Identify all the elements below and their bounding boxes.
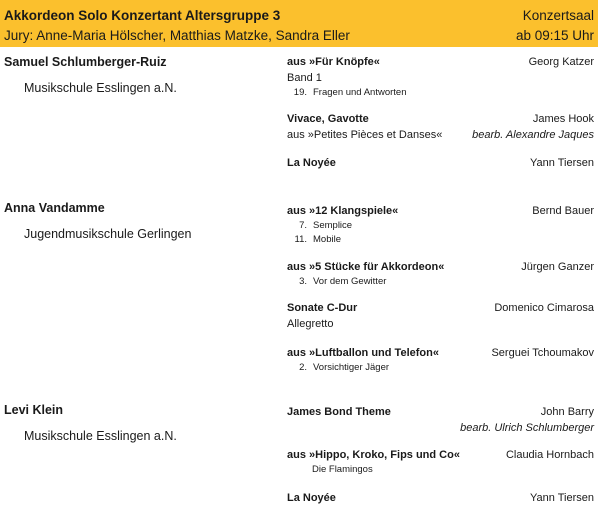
category-title: Akkordeon Solo Konzertant Altersgruppe 3 bbox=[4, 8, 281, 23]
performer-school: Jugendmusikschule Gerlingen bbox=[24, 227, 192, 241]
piece-composer: Yann Tiersen bbox=[529, 157, 594, 169]
program-header bbox=[0, 0, 598, 47]
performer-name: Samuel Schlumberger-Ruiz bbox=[4, 55, 167, 69]
piece-composer: Domenico Cimarosa bbox=[494, 302, 594, 314]
movement-number: 7. bbox=[299, 220, 307, 231]
piece-composer: John Barry bbox=[540, 406, 594, 418]
piece-composer: Serguei Tchoumakov bbox=[491, 347, 594, 359]
piece-composer: Yann Tiersen bbox=[529, 492, 594, 504]
movement-title: Mobile bbox=[313, 234, 341, 245]
piece-composer: Georg Katzer bbox=[528, 56, 594, 68]
movement-title: Vorsichtiger Jäger bbox=[313, 362, 390, 373]
performer-entry bbox=[4, 200, 274, 242]
performer-school: Musikschule Esslingen a.N. bbox=[24, 429, 177, 443]
piece-entry bbox=[287, 300, 594, 332]
jury-line: Jury: Anne-Maria Hölscher, Matthias Matzke, Sandra Eller bbox=[4, 28, 350, 43]
piece-subtitle: Band 1 bbox=[287, 72, 322, 84]
start-time: ab 09:15 Uhr bbox=[515, 28, 594, 43]
movement-number: 2. bbox=[299, 362, 307, 373]
performer-entry bbox=[4, 54, 274, 96]
movement-title: Vor dem Gewitter bbox=[313, 276, 387, 287]
performer-name: Levi Klein bbox=[4, 403, 64, 417]
movement-title: Semplice bbox=[313, 220, 353, 231]
piece-title: aus »12 Klangspiele« bbox=[287, 205, 399, 217]
piece-composer: Bernd Bauer bbox=[532, 205, 594, 217]
performer-entry bbox=[4, 402, 274, 444]
performer-school: Musikschule Esslingen a.N. bbox=[24, 81, 177, 95]
piece-title: aus »5 Stücke für Akkordeon« bbox=[287, 261, 445, 273]
movement-title: Fragen und Antworten bbox=[313, 87, 407, 98]
movement bbox=[287, 275, 594, 289]
movement-title: Die Flamingos bbox=[312, 464, 373, 475]
piece-composer: Jürgen Ganzer bbox=[521, 261, 594, 273]
piece-subtitle: Allegretto bbox=[287, 318, 334, 330]
piece-entry bbox=[287, 155, 594, 171]
piece-title: Vivace, Gavotte bbox=[287, 113, 369, 125]
piece-entry bbox=[287, 203, 594, 247]
piece-composer: Claudia Hornbach bbox=[505, 449, 594, 461]
piece-entry bbox=[287, 404, 594, 436]
movement bbox=[287, 361, 594, 375]
piece-entry bbox=[287, 490, 594, 506]
movement bbox=[287, 219, 594, 233]
movement bbox=[287, 233, 594, 247]
piece-title: La Noyée bbox=[287, 492, 336, 504]
movement-number: 3. bbox=[299, 276, 307, 287]
piece-title: aus »Für Knöpfe« bbox=[287, 56, 380, 68]
movement-number: 19. bbox=[293, 87, 307, 98]
piece-subtitle: aus »Petites Pièces et Danses« bbox=[287, 129, 443, 141]
piece-entry bbox=[287, 111, 594, 143]
piece-entry bbox=[287, 447, 594, 477]
piece-title: James Bond Theme bbox=[287, 406, 391, 418]
piece-composer: James Hook bbox=[532, 113, 594, 125]
venue: Konzertsaal bbox=[522, 8, 594, 23]
piece-entry bbox=[287, 259, 594, 289]
piece-title: La Noyée bbox=[287, 157, 336, 169]
piece-entry bbox=[287, 345, 594, 375]
piece-arranger: bearb. Ulrich Schlumberger bbox=[460, 422, 594, 434]
piece-title: Sonate C-Dur bbox=[287, 302, 358, 314]
movement bbox=[287, 86, 594, 100]
piece-title: aus »Hippo, Kroko, Fips und Co« bbox=[287, 449, 460, 461]
piece-title: aus »Luftballon und Telefon« bbox=[287, 347, 439, 359]
performer-name: Anna Vandamme bbox=[4, 201, 105, 215]
piece-entry bbox=[287, 54, 594, 100]
movement-number: 11. bbox=[294, 234, 307, 245]
movement bbox=[287, 463, 594, 477]
piece-arranger: bearb. Alexandre Jaques bbox=[472, 129, 594, 141]
